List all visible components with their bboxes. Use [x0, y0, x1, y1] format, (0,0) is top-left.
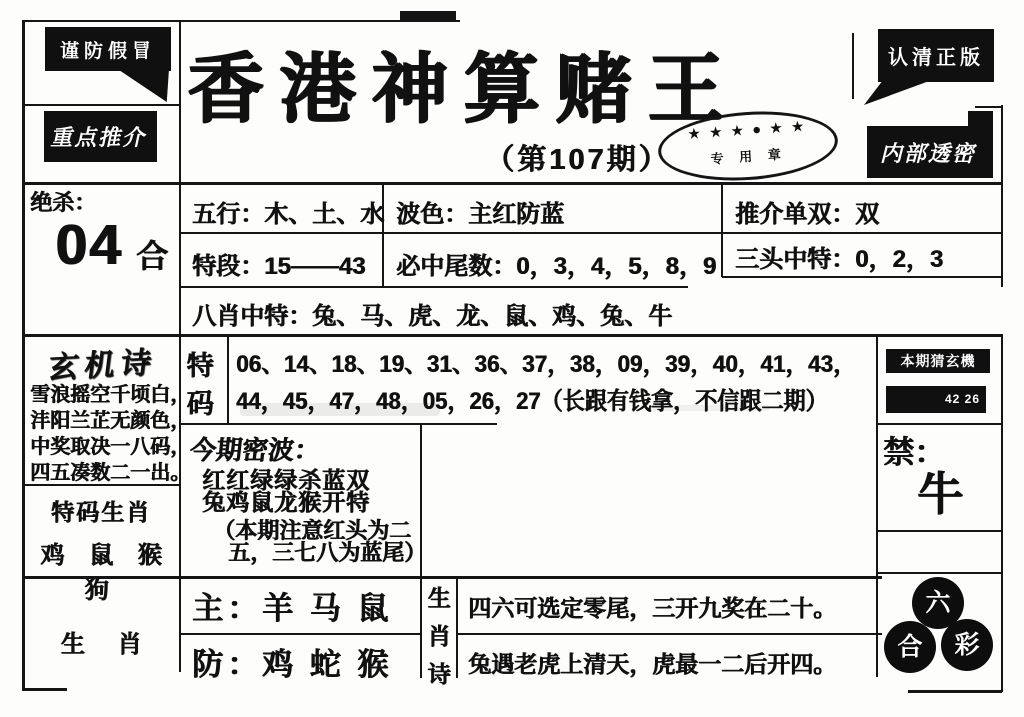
- speech-tail-icon: [113, 69, 169, 102]
- verse-row-divider: [457, 633, 882, 635]
- main-zodiac-row: 主：羊 马 鼠: [192, 591, 393, 626]
- secret-wave-title: 今期密波：: [188, 435, 322, 465]
- frame-top-line: [22, 20, 460, 22]
- left-col-divider-1: [22, 104, 180, 106]
- right-col-divider-1: [877, 423, 1003, 425]
- kill-suffix: 合: [136, 238, 169, 274]
- genuine-label: 认清正版: [888, 47, 984, 69]
- page-title: 香港神算赌王: [187, 47, 739, 132]
- internal-leak-label: 内部透密: [878, 140, 981, 166]
- mark-six-logo-circle: 彩: [941, 619, 993, 671]
- special-code-label: 特码: [186, 351, 214, 419]
- zodiac-verse-line1: 四六可选定零尾，三开九奖在二十。: [468, 595, 836, 621]
- key-recommend-label: 重点推介: [49, 125, 151, 150]
- topright-tick-h: [975, 106, 1003, 108]
- zodiac-verse-label-char: 生: [427, 585, 451, 611]
- stamp-label: 专 用 章: [710, 146, 788, 167]
- poem-line: 雪浪摇空千顷白，: [30, 384, 190, 406]
- speech-tail-icon: [864, 80, 932, 105]
- guess-mystery-bar: [886, 349, 990, 373]
- badge-step-decoration: [968, 111, 993, 128]
- right-col-divider-2: [877, 530, 1003, 532]
- mark-six-logo-circle: 六: [912, 577, 964, 629]
- zodiac-verse-line2: 兔遇老虎上清天，虎最一二后开四。: [468, 651, 836, 677]
- zhu-fang-divider: [180, 633, 421, 635]
- frame-top-thick-mark: [400, 11, 456, 21]
- col-divider-bose-tuijie: [721, 183, 723, 277]
- secret-wave-line1: 红红绿绿杀蓝双: [202, 467, 370, 493]
- tema-bottom-line: [180, 423, 497, 425]
- special-code-zodiac-label: 特码生肖: [51, 499, 151, 525]
- poem-line: 中奖取决一八码，: [30, 436, 190, 458]
- tema-label-divider: [227, 335, 229, 423]
- three-heads-cell: 三头中特：0，2，3: [735, 246, 944, 273]
- five-elements-cell: 五行：木、土、水: [192, 201, 384, 228]
- poem-line: 四五凑数二一出。: [30, 462, 190, 484]
- guard-zodiac-row: 防：鸡 蛇 猴: [192, 647, 393, 682]
- mark-six-logo-circle: 合: [884, 621, 936, 673]
- special-code-numbers-line1: 06、14、18、19、31、36、37，38，09，39，40，41，43，: [236, 351, 856, 378]
- eight-zodiac-cell: 八肖中特：兔、马、虎、龙、鼠、鸡、兔、牛: [192, 303, 672, 330]
- hidden-answer-bar: 42 26: [886, 386, 986, 413]
- poem-line: 沣阳兰芷无颜色，: [30, 410, 190, 432]
- tail-numbers-cell: 必中尾数：0，3，4，5，8，9: [396, 253, 717, 280]
- header-bottom-line: [22, 182, 1003, 185]
- beware-fake-label: 谨防假冒: [59, 40, 156, 62]
- mid-band-top-line: [22, 334, 1003, 337]
- kill-number: 04: [55, 213, 123, 277]
- internal-leak-badge: [867, 126, 993, 178]
- zodiac-section-label: 生 肖: [60, 631, 155, 658]
- odd-even-cell: 推介单双：双: [735, 201, 879, 228]
- guess-mystery-label: 本期猜玄機: [900, 353, 976, 369]
- forbidden-label: 禁：: [883, 435, 945, 470]
- secret-wave-line2: 兔鸡鼠龙猴开特: [202, 489, 370, 515]
- frame-bottom-right-mark: [908, 690, 1002, 693]
- row1-bottom-line: [180, 232, 1003, 234]
- secret-wave-note2: 五，三七八为蓝尾）: [228, 540, 427, 565]
- zodiac-verse-label-char: 肖: [427, 623, 451, 649]
- row2-bottom-line-left: [180, 286, 688, 288]
- forbidden-zodiac: 牛: [917, 468, 963, 520]
- frame-bottom-left-mark: [22, 688, 67, 691]
- key-recommend-badge: [44, 111, 157, 162]
- secret-wave-note1: （本期注意红头为二: [213, 518, 412, 543]
- topright-tick-v: [852, 33, 854, 99]
- stamp-stars-icon: ★ ★ ★ ● ★ ★: [686, 117, 807, 144]
- kill-label: 绝杀：: [30, 190, 97, 215]
- mystery-poem-title: 玄机诗: [46, 346, 160, 385]
- special-code-zodiac-value: 鸡 鼠 猴 狗: [40, 542, 171, 604]
- wave-color-cell: 波色：主红防蓝: [396, 201, 564, 228]
- zodiac-verse-label-char: 诗: [427, 661, 451, 687]
- issue-number: （第107期）: [485, 144, 671, 176]
- frame-right-line-upper: [1001, 105, 1003, 287]
- right-col-divider-3: [877, 572, 1003, 574]
- official-stamp: [656, 106, 840, 186]
- row2-bottom-line-right: [722, 276, 1003, 278]
- mystery-poem: [30, 382, 190, 486]
- genuine-badge: [878, 29, 994, 82]
- beware-fake-badge: [45, 27, 171, 71]
- special-code-numbers-line2: 44，45，47，48，05，26，27（长跟有钱拿，不信跟二期）: [236, 388, 828, 415]
- special-range-cell: 特段：15——43: [192, 253, 366, 280]
